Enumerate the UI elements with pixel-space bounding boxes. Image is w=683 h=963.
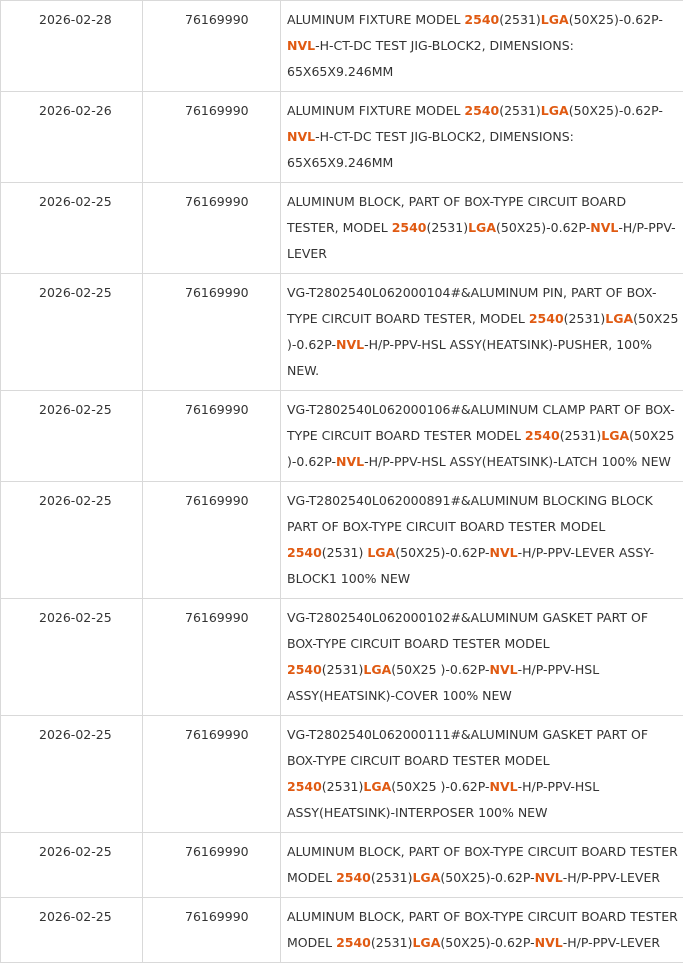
row-description [281,898,683,963]
highlighted-term: LGA [605,311,633,326]
highlighted-term: NVL [535,870,563,885]
highlighted-term: NVL [336,337,364,352]
description-text: -H/P-PPV-LEVER [563,935,660,950]
row-hs-code: 76169990 [143,183,281,274]
description-text: (50X25 )-0.62P- [391,779,489,794]
description-text: VG-T2802540L062000106#&ALUMINUM CLAMP PART OF BOX-TYPE CIRCUIT BOARD TESTER MODEL [287,402,675,443]
table-row [1,183,683,274]
highlighted-term: LGA [541,103,569,118]
highlighted-term: 2540 [464,103,499,118]
description-text: (2531) [427,220,469,235]
description-text: -H/P-PPV-HSL ASSY(HEATSINK)-PUSHER, 100% NEW. [287,337,652,378]
description-text: -H/P-PPV-LEVER [287,220,676,261]
row-hs-code: 76169990 [143,482,281,599]
shipment-table-body [1,1,683,963]
description-text: ALUMINUM BLOCK, PART OF BOX-TYPE CIRCUIT BOARD TESTER MODEL [287,844,678,885]
row-hs-code: 76169990 [143,274,281,391]
highlighted-term: 2540 [287,545,322,560]
description-text: -H/P-PPV-HSL ASSY(HEATSINK)-LATCH 100% NEW [364,454,671,469]
highlighted-term: LGA [468,220,496,235]
description-text: (50X25)-0.62P- [395,545,489,560]
highlighted-term: NVL [535,935,563,950]
description-text: (50X25 )-0.62P- [287,311,678,352]
table-row [1,833,683,898]
row-description [281,391,683,482]
description-text: (2531) [371,870,413,885]
row-hs-code: 76169990 [143,92,281,183]
description-text: (2531) [371,935,413,950]
description-text: ALUMINUM BLOCK, PART OF BOX-TYPE CIRCUIT BOARD TESTER, MODEL [287,194,626,235]
highlighted-term: 2540 [287,779,322,794]
description-text: (2531) [322,545,368,560]
description-text: ALUMINUM BLOCK, PART OF BOX-TYPE CIRCUIT BOARD TESTER MODEL [287,909,678,950]
row-description [281,274,683,391]
highlighted-term: 2540 [287,662,322,677]
description-text: (50X25)-0.62P- [496,220,590,235]
description-text: (2531) [322,662,364,677]
description-text: (2531) [499,12,541,27]
description-text: (50X25 )-0.62P- [287,428,674,469]
row-description [281,833,683,898]
description-text: (50X25)-0.62P- [569,12,663,27]
highlighted-term: LGA [412,870,440,885]
description-text: -H/P-PPV-LEVER ASSY-BLOCK1 100% NEW [287,545,654,586]
table-row [1,482,683,599]
description-text: (2531) [322,779,364,794]
row-date: 2026-02-25 [1,599,143,716]
row-date: 2026-02-25 [1,482,143,599]
row-date: 2026-02-25 [1,898,143,963]
row-hs-code: 76169990 [143,833,281,898]
highlighted-term: 2540 [529,311,564,326]
highlighted-term: NVL [490,545,518,560]
highlighted-term: NVL [336,454,364,469]
table-row [1,599,683,716]
table-row [1,898,683,963]
highlighted-term: LGA [601,428,629,443]
table-row [1,92,683,183]
description-text: -H/P-PPV-HSL ASSY(HEATSINK)-COVER 100% NEW [287,662,599,703]
highlighted-term: LGA [363,662,391,677]
highlighted-term: 2540 [336,870,371,885]
description-text: (50X25)-0.62P- [569,103,663,118]
row-date: 2026-02-25 [1,183,143,274]
description-text: VG-T2802540L062000102#&ALUMINUM GASKET PART OF BOX-TYPE CIRCUIT BOARD TESTER MODEL [287,610,648,651]
row-hs-code: 76169990 [143,391,281,482]
description-text: ALUMINUM FIXTURE MODEL [287,12,464,27]
row-date: 2026-02-25 [1,274,143,391]
row-hs-code: 76169990 [143,1,281,92]
row-hs-code: 76169990 [143,716,281,833]
table-row [1,1,683,92]
description-text: (50X25)-0.62P- [440,935,534,950]
row-description [281,1,683,92]
description-text: VG-T2802540L062000111#&ALUMINUM GASKET PART OF BOX-TYPE CIRCUIT BOARD TESTER MODEL [287,727,648,768]
description-text: VG-T2802540L062000891#&ALUMINUM BLOCKING BLOCK PART OF BOX-TYPE CIRCUIT BOARD TESTER MODEL [287,493,653,534]
row-date: 2026-02-25 [1,833,143,898]
description-text: (2531) [564,311,606,326]
table-row [1,391,683,482]
highlighted-term: LGA [367,545,395,560]
highlighted-term: 2540 [464,12,499,27]
description-text: VG-T2802540L062000104#&ALUMINUM PIN, PART OF BOX-TYPE CIRCUIT BOARD TESTER, MODEL [287,285,656,326]
row-description [281,482,683,599]
highlighted-term: NVL [490,662,518,677]
highlighted-term: LGA [363,779,391,794]
highlighted-term: LGA [412,935,440,950]
description-text: -H-CT-DC TEST JIG-BLOCK2, DIMENSIONS: 65X65X9.246MM [287,129,574,170]
description-text: (50X25)-0.62P- [440,870,534,885]
description-text: -H-CT-DC TEST JIG-BLOCK2, DIMENSIONS: 65X65X9.246MM [287,38,574,79]
row-date: 2026-02-26 [1,92,143,183]
highlighted-term: 2540 [336,935,371,950]
row-description [281,92,683,183]
highlighted-term: 2540 [392,220,427,235]
highlighted-term: NVL [590,220,618,235]
highlighted-term: NVL [490,779,518,794]
description-text: ALUMINUM FIXTURE MODEL [287,103,464,118]
highlighted-term: 2540 [525,428,560,443]
row-description [281,183,683,274]
description-text: -H/P-PPV-LEVER [563,870,660,885]
row-date: 2026-02-25 [1,716,143,833]
row-hs-code: 76169990 [143,898,281,963]
table-row [1,274,683,391]
row-description [281,599,683,716]
highlighted-term: NVL [287,129,315,144]
description-text: (50X25 )-0.62P- [391,662,489,677]
description-text: (2531) [560,428,602,443]
description-text: (2531) [499,103,541,118]
table-row [1,716,683,833]
row-description [281,716,683,833]
row-date: 2026-02-28 [1,1,143,92]
row-hs-code: 76169990 [143,599,281,716]
row-date: 2026-02-25 [1,391,143,482]
highlighted-term: NVL [287,38,315,53]
highlighted-term: LGA [541,12,569,27]
description-text: -H/P-PPV-HSL ASSY(HEATSINK)-INTERPOSER 100% NEW [287,779,599,820]
